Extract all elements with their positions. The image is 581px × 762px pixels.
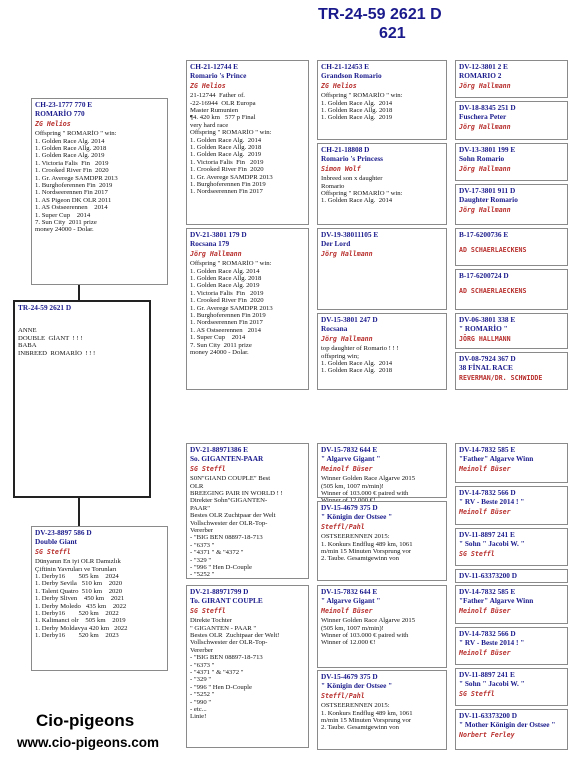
card-details: Offspring " ROMARİO " win: 1. Golden Race Alg. 2014 1. Golden Race Allg. 2018 1. Golden Race Alg. 2019 (321, 92, 403, 122)
great-grandparent-card (317, 585, 447, 668)
subject-details: ANNE DOUBLE GİANT ! ! ! BABA INBREED ROMARİO ! ! ! (18, 327, 96, 357)
great-grandparent-card (317, 670, 447, 750)
card-ring: DV-14-7832 585 E (459, 587, 516, 596)
card-breeder: Jörg Hallmann (459, 206, 511, 215)
card-ring: DV-21-3801 179 D (190, 230, 247, 239)
brand-website: www.cio-pigeons.com (17, 735, 160, 750)
card-ring: DV-11-8897 241 E (459, 530, 515, 539)
card-details: S0N"GIAND COUPLE" Best OLR BREEGING PAIR IN WORLD ! ! Direkter Sohn"GIGANTEN- PAAR" Bestes OLR Zuchtpaar der Welt Vollschwester der OLR-Top- Vererber - "BIG BEN 08897-18-713 - "6373 " - "4371 " & "4372 " - "329 " - "996 " Hen D-Couple - "5252 " (190, 475, 283, 579)
great-grandparent-card (317, 228, 447, 310)
card-breeder: Norbert Ferley (459, 731, 515, 740)
card-breeder: AD SCHAERLAECKENS (459, 245, 527, 254)
card-ring: DV-11-8897 241 E (459, 670, 515, 679)
card-breeder: Meinolf Büser (459, 607, 511, 616)
card-name: To. GIRANT COUPLE (190, 595, 263, 605)
card-breeder: Jörg Hallmann (459, 123, 511, 132)
gggp-card (455, 569, 568, 583)
dam-details: Dünyanın En iyi OLR Damızlık Çiftinin Yavruları ve Torunları 1. Derby16 505 km 2024 1. Derby Sevila 510 km 2020 1. Talent Quatro 510 km 2020 1. Derby Sliven 450 km 2021 1. Derby Moledo 435 km 2022 1. Derby16 520 km 2022 1. Kalimanci olr 505 km 2019 1. Derby Moldavya 420 km 2022 1. Derby16 520 km 2023 (35, 558, 128, 640)
card-breeder: ZG Helios (321, 82, 357, 91)
card-ring: DV-06-3801 338 E (459, 315, 516, 324)
card-breeder: Jörg Hallmann (459, 165, 511, 174)
card-ring: DV-15-4679 375 D (321, 503, 378, 512)
card-name: Rocsana 179 (190, 238, 230, 248)
card-breeder: SG Steffl (190, 607, 226, 616)
sire-ring: CH-23-1777 770 E (35, 100, 93, 109)
card-ring: DV-12-3801 2 E (459, 62, 508, 71)
great-grandparent-card (317, 60, 447, 140)
card-breeder: Jörg Hallmann (190, 250, 242, 259)
card-ring: DV-14-7832 566 D (459, 488, 516, 497)
card-ring: DV-14-7832 566 D (459, 629, 516, 638)
card-ring: DV-08-7924 367 D (459, 354, 516, 363)
card-breeder: Jörg Hallmann (321, 250, 373, 259)
card-name: " Algarve Gigant " (321, 595, 381, 605)
card-name: " Königin der Ostsee " (321, 511, 393, 521)
grandparent-card (186, 60, 309, 225)
card-breeder: Jörg Hallmann (459, 82, 511, 91)
card-ring: DV-19-38011105 E (321, 230, 379, 239)
card-ring: DV-21-88971799 D (190, 587, 249, 596)
card-ring: DV-21-88971386 E (190, 445, 249, 454)
gggp-card (455, 184, 568, 225)
card-ring: DV-15-7832 644 E (321, 445, 378, 454)
card-breeder: Jörg Hallmann (321, 335, 373, 344)
gggp-card (455, 269, 568, 310)
card-details: OSTSEERENNEN 2015: 1. Konkurs Endflug 489 km, 1061 m/min 15 Minuten Vorsprung vor 2. Taube. Gesamtgewinn von (321, 702, 413, 732)
card-name: "Father" Algarve Winn (459, 453, 534, 463)
gggp-card (455, 101, 568, 140)
card-details: Offspring " ROMARİO " win: 1. Golden Race Alg. 2014 1. Golden Race Allg. 2018 1. Golden Race Alg. 2019 1. Victoria Falis Fin 2019 1. Crooked River Fin 2020 1. Gr. Averege SAMDPR 2013 1. Burghoferennen Fin 2019 1. Nordseerennen Fin 2017 1. AS Ostseerennen 2014 1. Super Cup 2014 7. Sun City 2011 prize money 24000 - Dolar. (190, 260, 273, 357)
card-ring: DV-18-8345 251 D (459, 103, 516, 112)
grandparent-card (186, 585, 309, 748)
card-breeder: Steffl/Pahl (321, 692, 365, 701)
gggp-card (455, 352, 568, 390)
card-ring: B-17-6200736 E (459, 230, 509, 239)
card-details: Winner Golden Race Algarve 2015 (505 km, 1007 m/min)! Winner of 103.000 € paired with (321, 475, 416, 497)
card-breeder: Meinolf Büser (459, 508, 511, 517)
card-name: Daughter Romario (459, 194, 518, 204)
card-ring: DV-15-7832 644 E (321, 587, 378, 596)
gggp-card (455, 709, 568, 750)
card-name: Grandson Romario (321, 70, 382, 80)
card-breeder: SG Steffl (459, 550, 495, 559)
card-name: Sohn Romario (459, 153, 505, 163)
dam-card (31, 526, 168, 671)
sire-name: ROMARİO 770 (35, 108, 85, 118)
card-details: top daughter of Romario ! ! ! offspring win; 1. Golden Race Alg. 2014 1. Golden Race Alg. 2018 (321, 345, 399, 375)
card-ring: DV-13-3801 199 E (459, 145, 516, 154)
card-details: 21-12744 Father of. -22-16944 OLR Europa Master Rumunien ¶4. 420 km 577 p Final very hard race Offspring " ROMARİO " win: 1. Golden Race Alg. 2014 1. Golden Race Allg. 2018 1. Golden Race Alg. 2019 1. Victoria Falis Fin 2019 1. Crooked River Fin 2020 1. Gr. Averege SAMDPR 2013 1. Burghoferennen Fin 2019 1. Nordseerennen Fin 2017 (190, 92, 273, 196)
gggp-card (455, 585, 568, 624)
sire-card (31, 98, 168, 285)
card-breeder: SG Steffl (190, 465, 226, 474)
card-name: " RV - Beste 2014 ! " (459, 496, 525, 506)
card-name: Romario 's Princess (321, 153, 384, 163)
great-grandparent-card (317, 443, 447, 498)
card-name: " Sohn " Jacobi W. " (459, 538, 525, 548)
card-name: " Königin der Ostsee " (321, 680, 393, 690)
card-name: Rocsana (321, 323, 348, 333)
great-grandparent-card (317, 501, 447, 581)
card-ring: DV-15-3801 247 D (321, 315, 378, 324)
gggp-card (455, 443, 568, 483)
card-name: ROMARIO 2 (459, 70, 502, 80)
card-breeder: Meinolf Büser (321, 465, 373, 474)
gggp-card (455, 313, 568, 349)
gggp-card (455, 60, 568, 98)
card-details: Inbreed son x daughter Romario Offspring " ROMARİO " win: 1. Golden Race Alg. 2014 (321, 175, 403, 205)
dam-breeder: SG Steffl (35, 548, 71, 557)
card-breeder: ZG Helios (190, 82, 226, 91)
card-name: 38 FİNAL RACE (459, 362, 513, 372)
card-ring: CH-21-12744 E (190, 62, 239, 71)
card-breeder: Meinolf Büser (459, 649, 511, 658)
gggp-card (455, 627, 568, 665)
card-ring: DV-15-4679 375 D (321, 672, 378, 681)
card-name: Der Lord (321, 238, 351, 248)
card-details: OSTSEERENNEN 2015: 1. Konkurs Endflug 489 km, 1061 m/min 15 Minuten Vorsprung vor 2. Taube. Gesamtgewinn von (321, 533, 413, 563)
card-breeder: Meinolf Büser (321, 607, 373, 616)
card-breeder: Simon Wolf (321, 165, 361, 174)
gggp-card (455, 668, 568, 706)
great-grandparent-card (317, 313, 447, 390)
pedigree-ring-number: TR-24-59 2621 D (318, 6, 442, 23)
card-breeder: Meinolf Büser (459, 465, 511, 474)
brand-name: Cio-pigeons (36, 711, 135, 730)
sire-details: Offspring " ROMARİO " win: 1. Golden Race Alg. 2014 1. Golden Race Allg. 2018 1. Golden Race Alg. 2019 1. Victoria Falis Fin 2019 1. Crooked River Fin 2020 1. Gr. Averege SAMDPR 2013 1. Burghoferennen Fin 2019 1. Nordseerennen Fin 2017 1. AS Pigeon DK OLR 2011 1. AS Ostseerennen 2014 1. Super Cup 2014 7. Sun City 2011 prize money 24000 - Dolar. (35, 130, 118, 234)
card-ring: B-17-6200724 D (459, 271, 509, 280)
grandparent-card (186, 443, 309, 579)
card-name: " ROMARİO " (459, 323, 508, 333)
card-ring: DV-17-3801 911 D (459, 186, 516, 195)
sire-breeder: ZG Helios (35, 120, 71, 129)
gggp-card (455, 486, 568, 525)
card-ring: CH-21-18808 D (321, 145, 370, 154)
card-details: Direkte Tochter " GIGANTEN - PAAR " Bestes OLR Zuchtpaar der Welt! Vollschwester der OLR-Top- Vererber - "BIG BEN 08897-18-713 - "6373 " - "4371 " & "4372 " - "329 " - "996 " Hen D-Couple - "5252 " - "990 " - etc... Linie! (190, 617, 280, 721)
card-ring: DV-11-63373200 D (459, 711, 518, 720)
card-ring: DV-11-63373200 D (459, 571, 518, 580)
card-name: " Algarve Gigant " (321, 453, 381, 463)
card-breeder: Steffl/Pahl (321, 523, 365, 532)
card-name: " RV - Beste 2014 ! " (459, 637, 525, 647)
card-name: So. GIGANTEN-PAAR (190, 453, 264, 463)
card-name: Fuschera Peter (459, 111, 507, 121)
gggp-card (455, 143, 568, 181)
pedigree-short-number: 621 (379, 25, 406, 42)
card-name: "Father" Algarve Winn (459, 595, 534, 605)
dam-name: Double Giant (35, 536, 77, 546)
card-breeder: AD SCHAERLAECKENS (459, 286, 527, 295)
gggp-card (455, 228, 568, 266)
connector-line (78, 498, 80, 526)
card-breeder: SG Steffl (459, 690, 495, 699)
card-name: " Mother Königin der Ostsee " (459, 719, 556, 729)
connector-line (78, 284, 80, 300)
card-ring: DV-14-7832 585 E (459, 445, 516, 454)
card-name: " Sohn " Jacobi W. " (459, 678, 525, 688)
gggp-card (455, 528, 568, 566)
great-grandparent-card (317, 143, 447, 225)
dam-ring: DV-23-8897 586 D (35, 528, 92, 537)
card-breeder: REVERMAN/DR. SCHWIDDE (459, 374, 543, 383)
subject-ring: TR-24-59 2621 D (18, 303, 72, 312)
subject-card (13, 300, 151, 498)
card-ring: CH-21-12453 E (321, 62, 370, 71)
card-name: Romario 's Prince (190, 70, 247, 80)
card-breeder: JÖRG HALLMANN (459, 335, 511, 344)
grandparent-card (186, 228, 309, 390)
card-details: Winner Golden Race Algarve 2015 (505 km, 1007 m/min)! Winner of 103.000 € paired with Winner of 12.000 €! (321, 617, 416, 647)
